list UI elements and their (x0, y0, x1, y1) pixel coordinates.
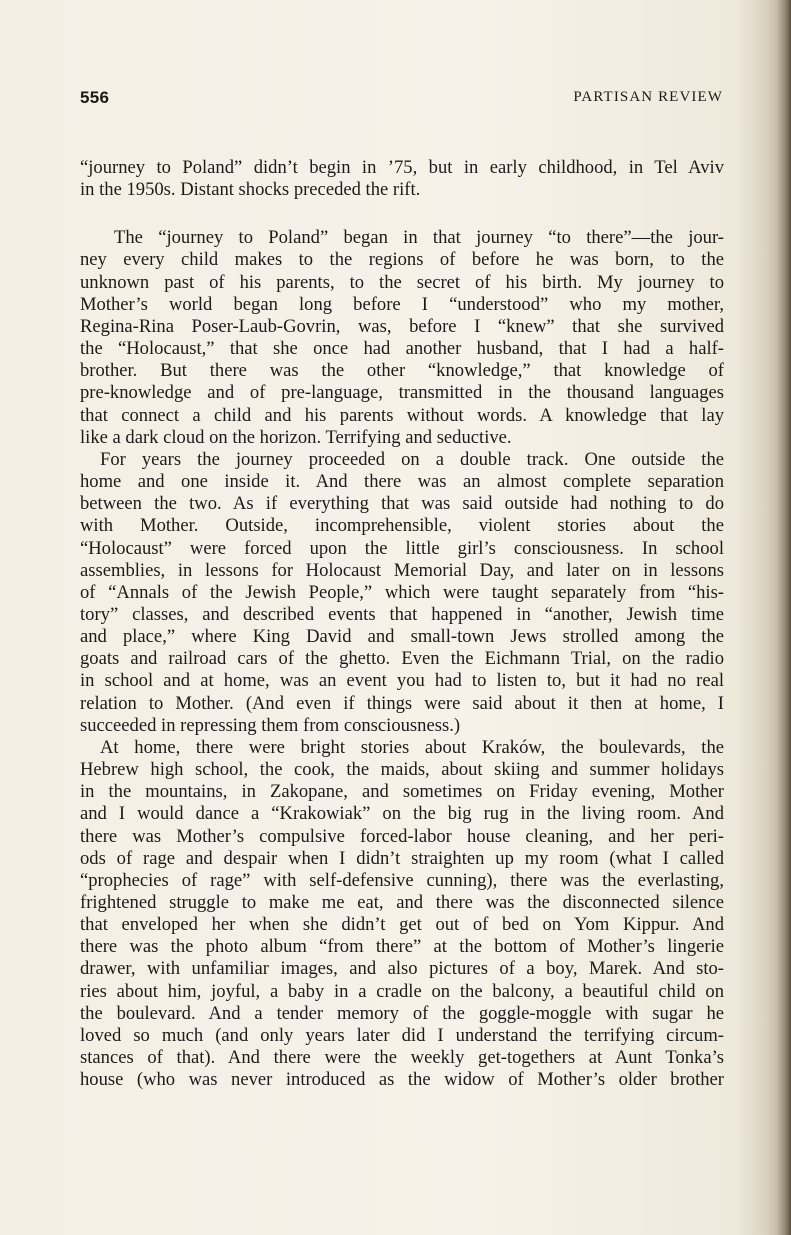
text-line: ods of rage and despair when I didn’t straighten up my room (what I called (80, 847, 724, 869)
text-line: there was the photo album “from there” at the bottom of Mother’s lingerie (80, 936, 724, 958)
text-line: like a dark cloud on the horizon. Terrifying and seductive. (80, 426, 512, 448)
text-line: relation to Mother. (And even if things were said about it then at home, I (80, 692, 724, 714)
text-line: loved so much (and only years later did I understand the terrifying circum- (80, 1024, 724, 1046)
paragraph-continuation (80, 157, 724, 201)
text-line: there was Mother’s compulsive forced-labor house cleaning, and her peri- (80, 825, 724, 847)
text-line: stances of that). And there were the weekly get-togethers at Aunt Tonka’s (80, 1047, 724, 1069)
paragraph (80, 737, 724, 1092)
text-line: between the two. As if everything that was said outside had nothing to do (80, 493, 724, 515)
text-line: the “Holocaust,” that she once had another husband, that I had a half- (80, 338, 724, 360)
text-line: pre-knowledge and of pre-language, transmitted in the thousand languages (80, 382, 724, 404)
text-line: in the mountains, in Zakopane, and sometimes on Friday evening, Mother (80, 781, 724, 803)
text-line: “Holocaust” were forced upon the little girl’s consciousness. In school (80, 537, 724, 559)
text-line: ney every child makes to the regions of before he was born, to the (80, 249, 724, 271)
text-line: ries about him, joyful, a baby in a cradle on the balcony, a beautiful child on (80, 980, 724, 1002)
text-line: assemblies, in lessons for Holocaust Memorial Day, and later on in lessons (80, 559, 724, 581)
paragraph (80, 227, 724, 449)
text-line: and place,” where King David and small-town Jews strolled among the (80, 626, 724, 648)
page-gutter-shadow (777, 0, 791, 1235)
text-line: At home, there were bright stories about Kraków, the boulevards, the (100, 736, 724, 758)
text-line: The “journey to Poland” began in that journey “to there”—the jour- (114, 227, 724, 249)
text-line: in school and at home, was an event you had to listen to, but it had no real (80, 670, 724, 692)
text-line: unknown past of his parents, to the secret of his birth. My journey to (80, 271, 724, 293)
text-line: For years the journey proceeded on a double track. One outside the (100, 448, 724, 470)
text-line: brother. But there was the other “knowledge,” that knowledge of (80, 360, 724, 382)
text-line: that connect a child and his parents without words. A knowledge that lay (80, 404, 724, 426)
text-line: succeeded in repressing them from consciousness.) (80, 714, 461, 736)
text-line: home and one inside it. And there was an almost complete separation (80, 471, 724, 493)
text-line: house (who was never introduced as the widow of Mother’s older brother (80, 1069, 724, 1091)
text-line: the boulevard. And a tender memory of the goggle-moggle with sugar he (80, 1002, 724, 1024)
text-line: “prophecies of rage” with self-defensive cunning), there was the everlasting, (80, 869, 724, 891)
text-line: Regina-Rina Poser-Laub-Govrin, was, before I “knew” that she survived (80, 315, 724, 337)
text-line: of “Annals of the Jewish People,” which were taught separately from “his- (80, 581, 724, 603)
text-line: with Mother. Outside, incomprehensible, violent stories about the (80, 515, 724, 537)
text-line: “journey to Poland” didn’t begin in ’75, but in early childhood, in Tel Aviv (80, 157, 724, 178)
text-line: drawer, with unfamiliar images, and also pictures of a boy, Marek. And sto- (80, 958, 724, 980)
section-break (80, 201, 724, 227)
text-line: frightened struggle to make me eat, and there was the disconnected silence (80, 892, 724, 913)
text-line: goats and railroad cars of the ghetto. Even the Eichmann Trial, on the radio (80, 648, 724, 670)
text-line: that enveloped her when she didn’t get out of bed on Yom Kippur. And (80, 914, 724, 936)
journal-title: PARTISAN REVIEW (573, 89, 723, 105)
text-line: in the 1950s. Distant shocks preceded the rift. (80, 179, 421, 201)
text-line: Hebrew high school, the cook, the maids, about skiing and summer holidays (80, 759, 724, 781)
page-number: 556 (80, 88, 110, 107)
paragraph (80, 449, 724, 737)
text-line: tory” classes, and described events that happened in “another, Jewish time (80, 603, 724, 625)
text-line: and I would dance a “Krakowiak” on the big rug in the living room. And (80, 803, 724, 825)
article-body (80, 157, 724, 1091)
running-head (80, 88, 723, 110)
text-line: Mother’s world began long before I “understood” who my mother, (80, 293, 724, 315)
